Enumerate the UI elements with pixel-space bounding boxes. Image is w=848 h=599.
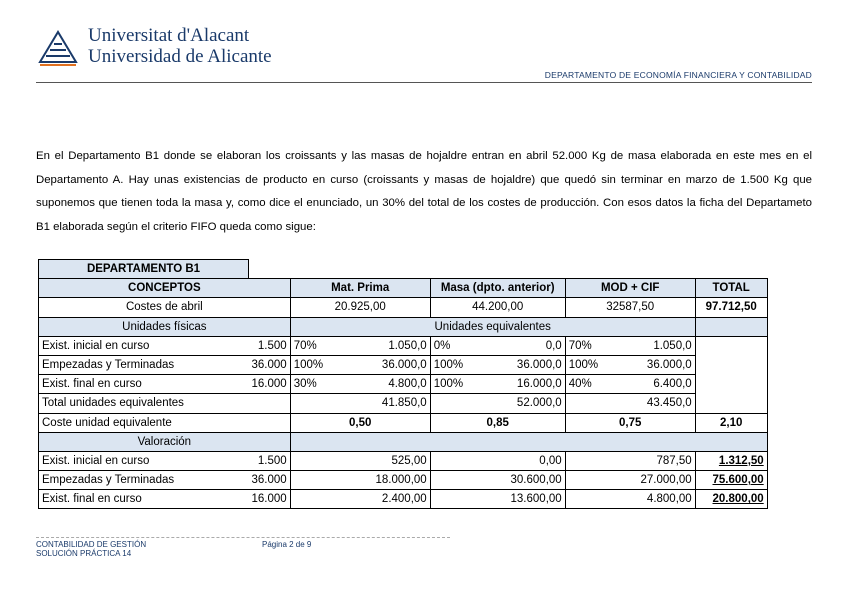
valoracion-row	[39, 451, 768, 470]
coste-unidad-label: Coste unidad equivalente	[39, 413, 291, 432]
table-row	[39, 355, 768, 374]
val-label: Exist. inicial en curso	[39, 451, 249, 470]
valoracion-row	[39, 471, 768, 490]
university-logo	[38, 28, 78, 68]
valoracion-subheader-row	[39, 432, 768, 451]
header-mat-prima: Mat. Prima	[290, 279, 430, 298]
university-name-es: Universidad de Alicante	[88, 46, 272, 67]
table-header-row	[39, 279, 768, 298]
val-total: 1.312,50	[695, 451, 767, 470]
valoracion-row	[39, 490, 768, 509]
val-label: Exist. final en curso	[39, 490, 249, 509]
department-name: DEPARTAMENTO DE ECONOMÍA FINANCIERA Y CONTABILIDAD	[544, 70, 812, 80]
unidades-fisicas-label: Unidades físicas	[39, 317, 291, 336]
coste-unidad-mod: 0,75	[565, 413, 695, 432]
footer-line-2: SOLUCIÓN PRÁCTICA 14	[36, 549, 132, 558]
table-title: DEPARTAMENTO B1	[39, 260, 249, 279]
row-units: 1.500	[249, 336, 291, 355]
row-mat-val: 1.050,0	[350, 336, 430, 355]
table-title-row	[39, 260, 768, 279]
val-mod: 4.800,00	[565, 490, 695, 509]
row-masa-val: 16.000,0	[490, 375, 565, 394]
header-conceptos: CONCEPTOS	[39, 279, 291, 298]
row-mat-pct: 30%	[290, 375, 350, 394]
header-masa: Masa (dpto. anterior)	[430, 279, 565, 298]
header-divider	[36, 82, 812, 83]
coste-unidad-mat: 0,50	[290, 413, 430, 432]
row-units: 36.000	[249, 355, 291, 374]
costes-mat: 20.925,00	[290, 298, 430, 317]
val-masa: 13.600,00	[430, 490, 565, 509]
total-ue-mat: 41.850,0	[290, 394, 430, 413]
footer-course	[36, 540, 146, 558]
row-mat-pct: 70%	[290, 336, 350, 355]
total-ue-label: Total unidades equivalentes	[39, 394, 291, 413]
problem-statement: En el Departamento B1 donde se elaboran los croissants y las masas de hojaldre entran en abril 52.000 Kg de masa elaborada en este mes en el Departamento A. Hay unas existencias de producto en curso (croissants y masas de hojaldre) que quedó sin terminar en marzo de 1.500 Kg que suponemos que tienen toda la masa y, como dice el enunciado, un 30% del total de los costes de producción. Con esos datos la ficha del Departameto B1 elaborada según el criterio FIFO queda como sigue:	[36, 150, 812, 233]
val-units: 36.000	[249, 471, 291, 490]
university-name-ca: Universitat d'Alacant	[88, 25, 250, 46]
footer-divider	[36, 537, 450, 538]
row-mod-val: 1.050,0	[620, 336, 695, 355]
row-masa-val: 0,0	[490, 336, 565, 355]
coste-unidad-masa: 0,85	[430, 413, 565, 432]
val-total: 20.800,00	[695, 490, 767, 509]
units-subheader-row	[39, 317, 768, 336]
val-masa: 0,00	[430, 451, 565, 470]
row-mat-pct: 100%	[290, 355, 350, 374]
row-units: 16.000	[249, 375, 291, 394]
row-label: Exist. final en curso	[39, 375, 249, 394]
coste-unidad-row	[39, 413, 768, 432]
table-row	[39, 375, 768, 394]
header-total: TOTAL	[695, 279, 767, 298]
total-ue-row	[39, 394, 768, 413]
footer-page-number: Página 2 de 9	[262, 540, 312, 549]
row-mod-pct: 70%	[565, 336, 620, 355]
row-mat-val: 4.800,0	[350, 375, 430, 394]
coste-unidad-total: 2,10	[695, 413, 767, 432]
total-ue-mod: 43.450,0	[565, 394, 695, 413]
val-mat: 18.000,00	[290, 471, 430, 490]
university-name	[88, 25, 272, 67]
row-mod-pct: 100%	[565, 355, 620, 374]
costes-row	[39, 298, 768, 317]
costes-label: Costes de abril	[39, 298, 291, 317]
costes-masa: 44.200,00	[430, 298, 565, 317]
unidades-equivalentes-label: Unidades equivalentes	[290, 317, 695, 336]
footer-line-1: CONTABILIDAD DE GESTIÓN	[36, 540, 147, 549]
row-masa-pct: 0%	[430, 336, 490, 355]
row-masa-pct: 100%	[430, 355, 490, 374]
costes-total: 97.712,50	[695, 298, 767, 317]
row-mod-val: 36.000,0	[620, 355, 695, 374]
row-label: Exist. inicial en curso	[39, 336, 249, 355]
row-mod-val: 6.400,0	[620, 375, 695, 394]
val-units: 16.000	[249, 490, 291, 509]
row-mod-pct: 40%	[565, 375, 620, 394]
header-mod-cif: MOD + CIF	[565, 279, 695, 298]
costes-mod: 32587,50	[565, 298, 695, 317]
row-label: Empezadas y Terminadas	[39, 355, 249, 374]
val-mat: 2.400,00	[290, 490, 430, 509]
row-masa-pct: 100%	[430, 375, 490, 394]
val-units: 1.500	[249, 451, 291, 470]
val-label: Empezadas y Terminadas	[39, 471, 249, 490]
val-masa: 30.600,00	[430, 471, 565, 490]
total-ue-masa: 52.000,0	[430, 394, 565, 413]
cost-sheet-table	[38, 259, 768, 509]
val-mod: 787,50	[565, 451, 695, 470]
table-row	[39, 336, 768, 355]
val-mat: 525,00	[290, 451, 430, 470]
row-mat-val: 36.000,0	[350, 355, 430, 374]
row-masa-val: 36.000,0	[490, 355, 565, 374]
val-mod: 27.000,00	[565, 471, 695, 490]
valoracion-label: Valoración	[39, 432, 291, 451]
val-total: 75.600,00	[695, 471, 767, 490]
